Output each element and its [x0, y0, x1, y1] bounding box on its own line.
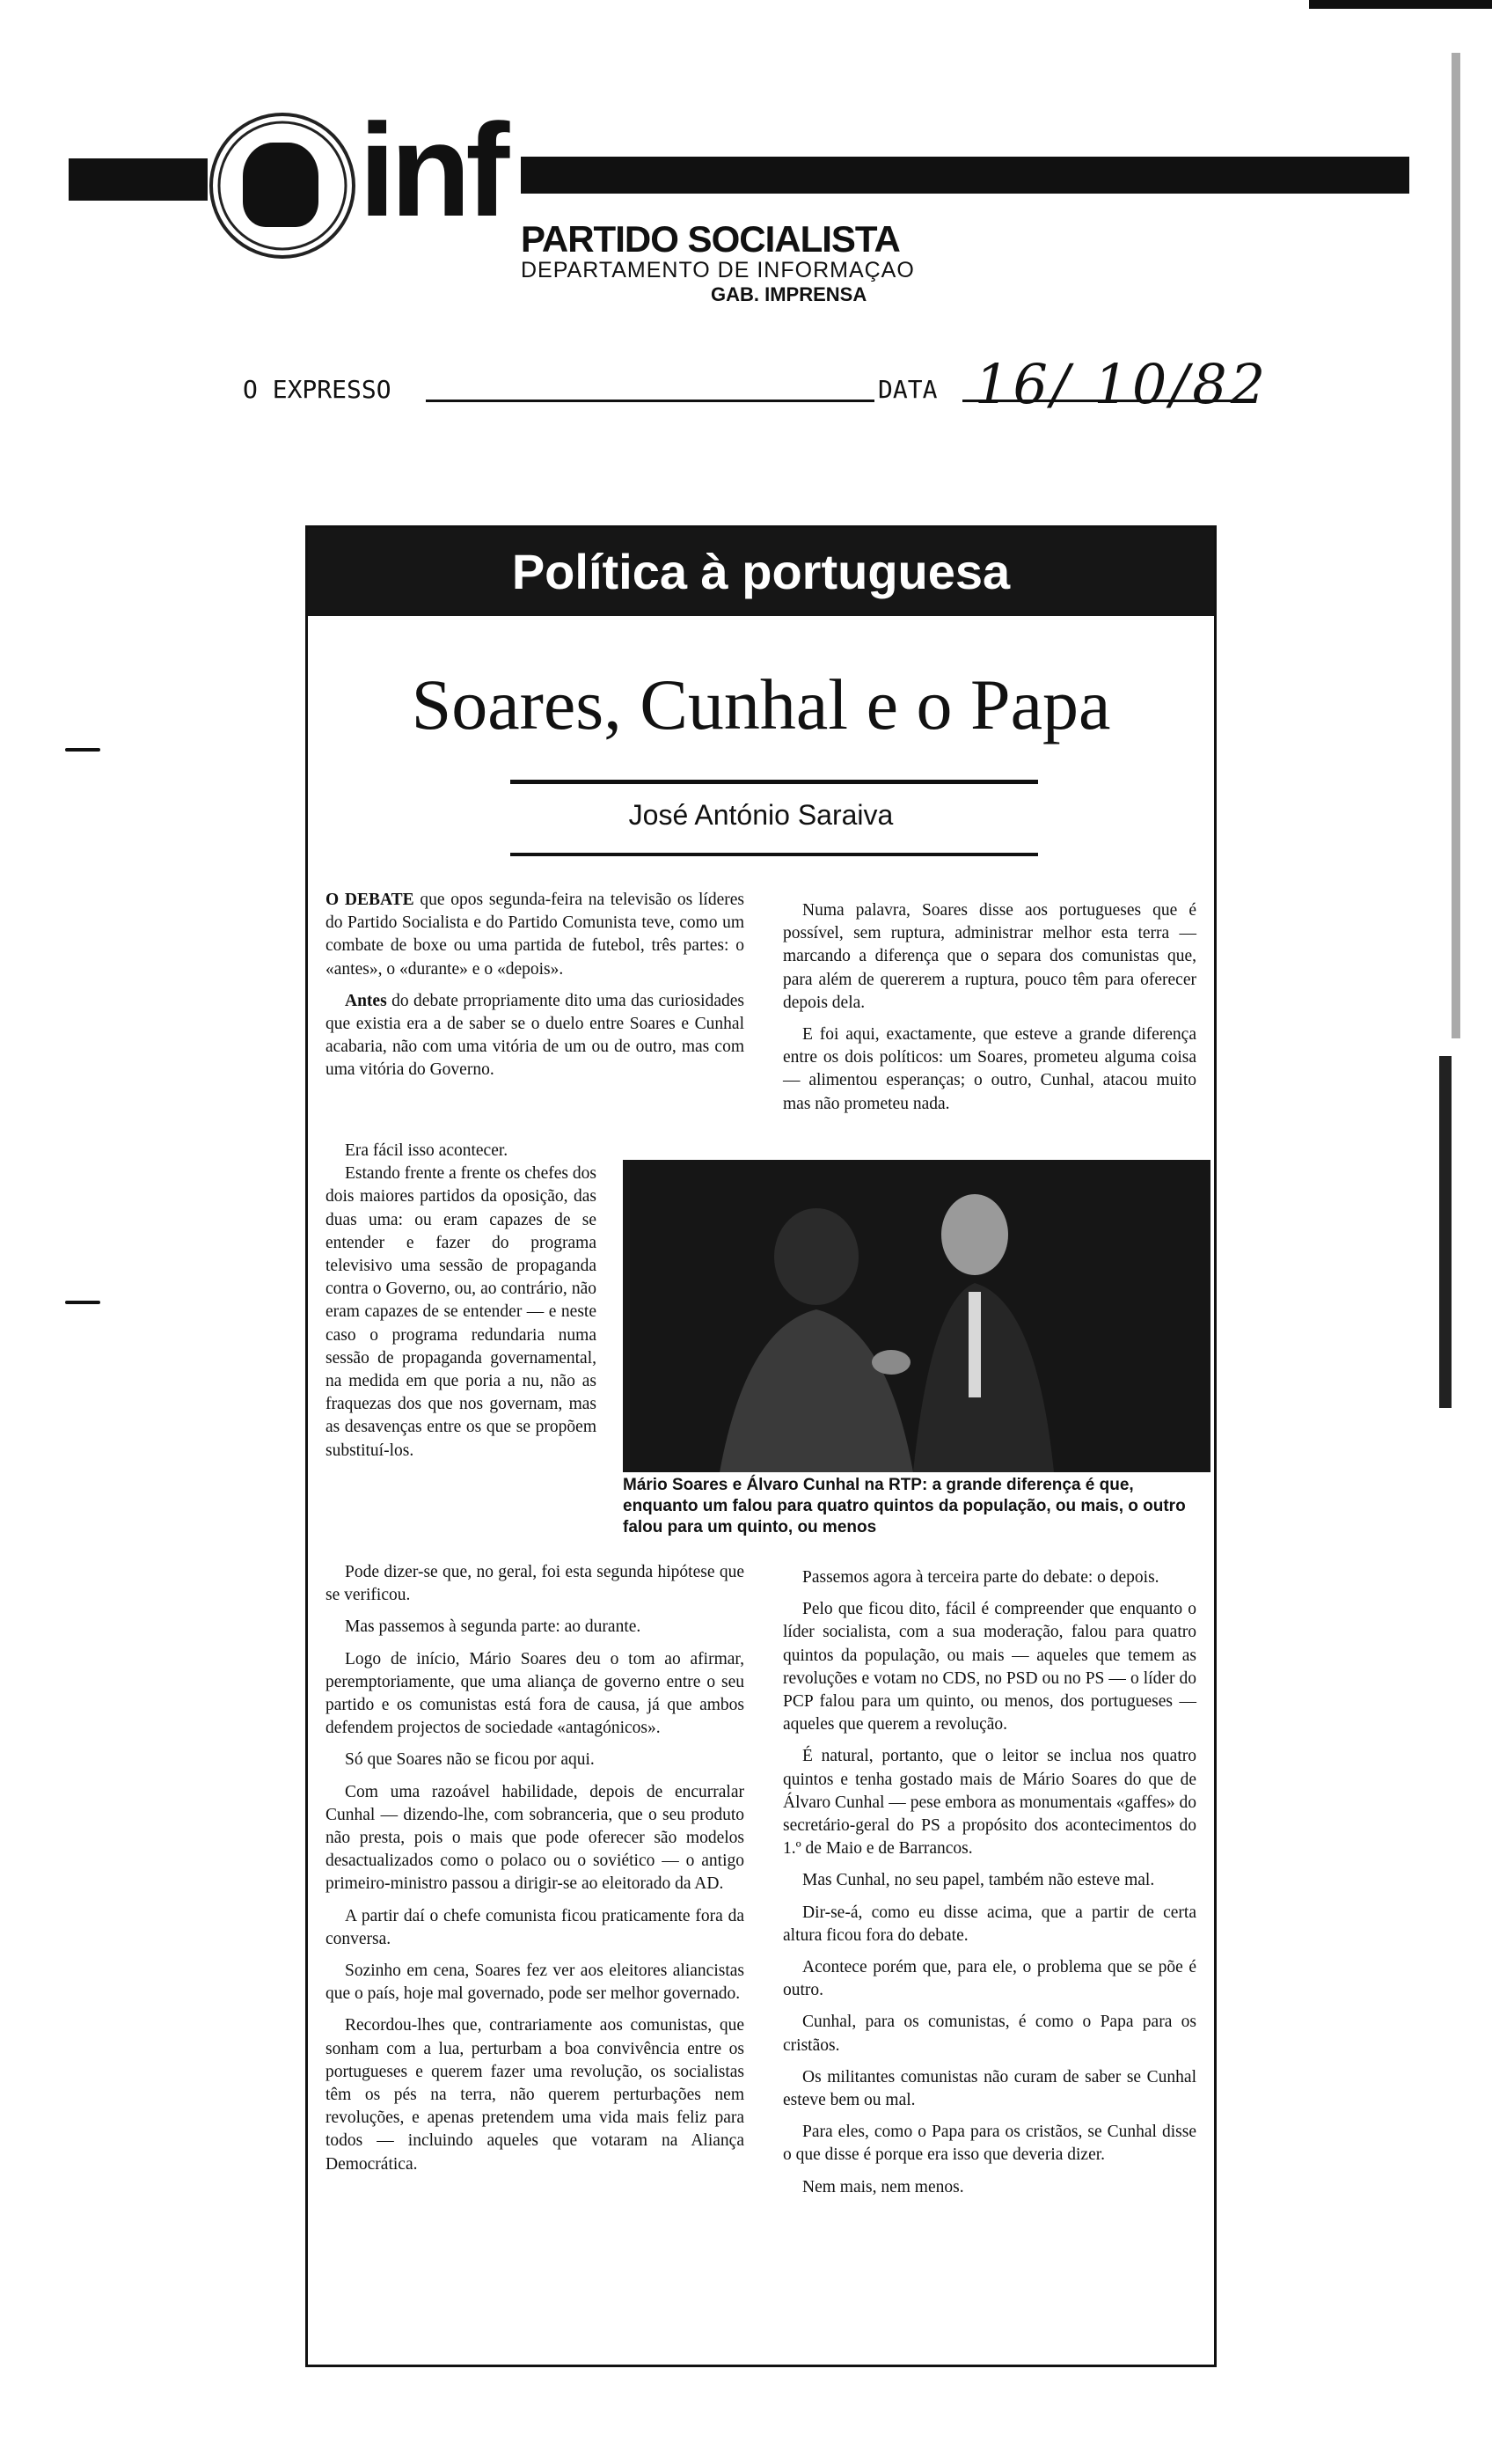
- office-name: GAB. IMPRENSA: [711, 283, 867, 305]
- lead-word: O DEBATE: [325, 891, 414, 909]
- paragraph: Os militantes comunistas não curam de saber se Cunhal esteve bem ou mal.: [783, 2067, 1196, 2110]
- paragraph: Dir-se-á, como eu disse acima, que a partir de certa altura ficou fora do debate.: [783, 1903, 1196, 1945]
- paragraph-text: que opos segunda-feira na televisão os líderes do Partido Socialista e do Partido Comunista teve, como um combate de boxe ou uma partida de futebol, três partes: o «antes», o «durante» e o «depois».: [325, 891, 744, 979]
- scan-mark: [65, 1301, 100, 1304]
- article-clipping: [305, 525, 1217, 2367]
- paragraph: Recordou-lhes que, contrariamente aos comunistas, que sonham com a lua, perturbam a boa convivência entre os portugueses e querem fazer uma revolução, os socialistas têm os pés na terra, não querem perturbações nem revoluções, e apenas pretendem uma vida mais feliz para todos — incluindo aqueles que votaram na Aliança Democrática.: [325, 2016, 744, 2174]
- header-bar-left: [69, 158, 208, 201]
- date-label: DATA: [878, 375, 938, 404]
- paragraph: Era fácil isso acontecer.: [345, 1141, 508, 1160]
- handwritten-date: 16/ 10/82: [975, 352, 1269, 416]
- party-fist-logo-icon: [209, 113, 355, 259]
- paragraph: Sozinho em cena, Soares fez ver aos eleitores aliancistas que o país, hoje mal governado, pode ser melhor governado.: [325, 1962, 744, 2004]
- logo-word: inf: [359, 96, 505, 244]
- header-bar-right: [521, 157, 1409, 194]
- byline-rule-bottom: [510, 853, 1038, 856]
- paragraph: Acontece porém que, para ele, o problema que se põe é outro.: [783, 1958, 1196, 2000]
- paragraph-text: do debate prropriamente dito uma das curiosidades que existia era a de saber se o duelo entre Soares e Cunhal acabaria, não com uma vitória de um ou de outro, mas com uma vitória do Governo.: [325, 991, 744, 1080]
- photo-caption: Mário Soares e Álvaro Cunhal na RTP: a grande diferença é que, enquanto um falou para quatro quintos da população, ou mais, o outro falou para um quinto, ou menos: [623, 1476, 1186, 1536]
- scan-mark: [65, 748, 100, 752]
- paragraph: Pelo que ficou dito, fácil é compreender que enquanto o líder socialista, com a sua moderação, falou para quatro quintos da população, ou mais — aqueles que temem as revoluções e votam no CDS, no PSD ou no PS — o líder do PCP falou para um quinto, ou menos, dos portugueses — aqueles que querem a revolução.: [783, 1600, 1196, 1734]
- column-2-top: [783, 899, 1196, 1125]
- paragraph: Numa palavra, Soares disse aos portugueses que é possível, sem ruptura, administrar melhor esta terra — marcando a diferença que o separa dos comunistas que, para além de quererem a ruptura, pouco têm para oferecer depois dela.: [783, 901, 1196, 1012]
- scan-mark: [1452, 53, 1460, 1038]
- paragraph: Estando frente a frente os chefes dos dois maiores partidos da oposição, das duas uma: ou eram capazes de se entender e fazer do programa televisivo uma sessão de propaganda contra o Governo, ou, ao contrário, não eram capazes de se entender — e neste caso o programa redundaria numa sessão de propaganda governamental, na medida em que poria a nu, não as fraquezas dos que nos governam, mas as desavenças entre os que se propõem substituí-los.: [325, 1164, 596, 1460]
- paragraph: Passemos agora à terceira parte do debate: o depois.: [802, 1568, 1159, 1587]
- debate-photo: [623, 1160, 1210, 1472]
- paragraph: Com uma razoável habilidade, depois de encurralar Cunhal — dizendo-lhe, com sobranceria, que o seu produto não presta, pois o mais que pode oferecer são modelos desactualizados como o polaco ou o soviético — o antigo primeiro-ministro passou a dirigir-se ao eleitorado da AD.: [325, 1782, 744, 1894]
- scan-mark: [1309, 0, 1492, 9]
- org-name: PARTIDO SOCIALISTA: [521, 218, 900, 260]
- debate-photo-icon: [623, 1160, 1210, 1472]
- paragraph: A partir daí o chefe comunista ficou praticamente fora da conversa.: [325, 1906, 744, 1948]
- paragraph: [325, 889, 744, 981]
- fist-icon: [243, 143, 318, 227]
- paragraph: Para eles, como o Papa para os cristãos, se Cunhal disse o que disse é porque era isso que deveria dizer.: [783, 2123, 1196, 2165]
- headline: Soares, Cunhal e o Papa: [411, 664, 1111, 744]
- paragraph: Nem mais, nem menos.: [802, 2177, 964, 2196]
- paragraph: Cunhal, para os comunistas, é como o Papa para os cristãos.: [783, 2013, 1196, 2055]
- paragraph: Logo de início, Mário Soares deu o tom ao afirmar, peremptoriamente, que uma aliança de governo entre o seu partido e os comunistas está fora de causa, já que ambos defendem projectos de sociedade «antagónicos».: [325, 1649, 744, 1738]
- department-name: DEPARTAMENTO DE INFORMAÇAO: [521, 258, 915, 282]
- paragraph: E foi aqui, exactamente, que esteve a grande diferença entre os dois políticos: um Soares, prometeu alguma coisa — alimentou esperanças; o outro, Cunhal, atacou muito mas não prometeu nada.: [783, 1025, 1196, 1113]
- paragraph: Mas Cunhal, no seu papel, também não esteve mal.: [802, 1871, 1155, 1890]
- lead-word: Antes: [345, 991, 387, 1010]
- paragraph: É natural, portanto, que o leitor se inclua nos quatro quintos e tenha gostado mais de Mário Soares do que de Álvaro Cunhal — pese embora as monumentais «gaffes» do secretário-geral do PS a propósito dos acontecimentos do 1.º de Maio e de Barrancos.: [783, 1747, 1196, 1859]
- column-1-narrow: [325, 1140, 596, 1471]
- paragraph: Mas passemos à segunda parte: ao durante.: [345, 1617, 641, 1637]
- headline-rule-top: [510, 780, 1038, 784]
- column-1-top: [325, 889, 744, 1091]
- column-1-bottom: [325, 1561, 744, 2185]
- paragraph: [325, 990, 744, 1082]
- paragraph: Só que Soares não se ficou por aqui.: [345, 1750, 595, 1770]
- source-line: [426, 400, 874, 402]
- source-label: O EXPRESSO: [243, 375, 391, 404]
- section-banner: Política à portuguesa: [308, 528, 1214, 616]
- column-2-bottom: [783, 1566, 1196, 2208]
- byline: José António Saraiva: [628, 799, 894, 831]
- scan-mark: [1439, 1056, 1452, 1408]
- paragraph: Pode dizer-se que, no geral, foi esta segunda hipótese que se verificou.: [325, 1563, 744, 1605]
